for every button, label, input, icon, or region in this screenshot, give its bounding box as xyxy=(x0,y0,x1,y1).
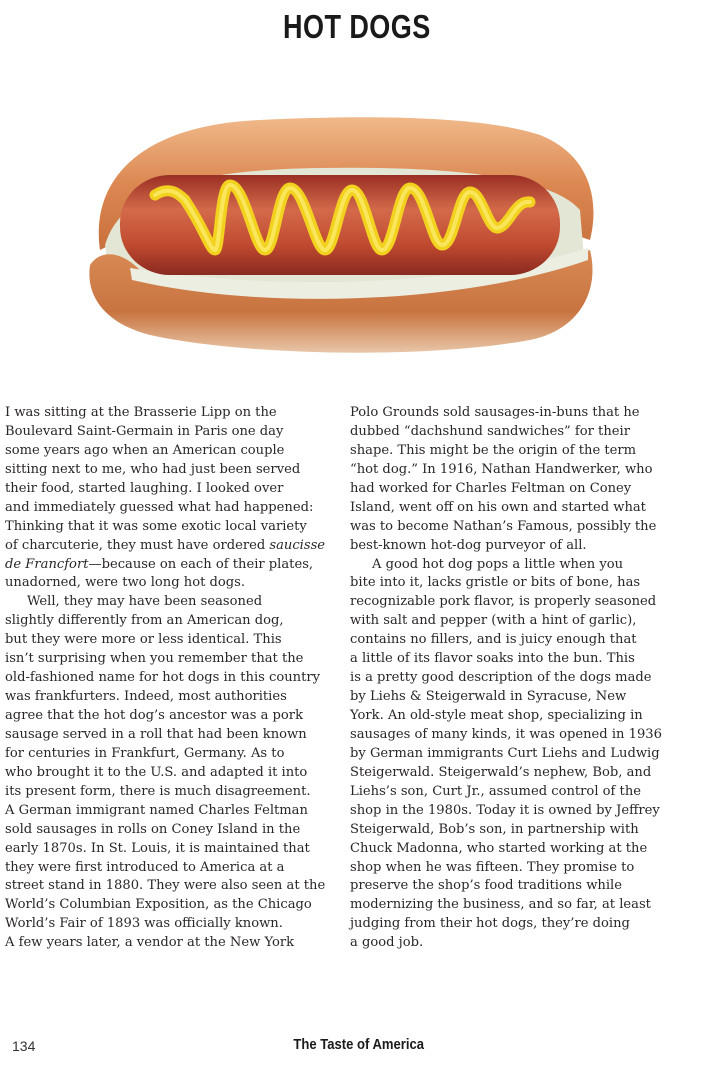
running-footer-book-title: The Taste of America xyxy=(293,1037,424,1053)
text-line xyxy=(350,934,715,953)
body-text-right-column xyxy=(350,404,715,953)
text-line xyxy=(350,859,715,878)
text-line xyxy=(5,726,345,745)
line-text: Steigerwald. Steigerwald’s nephew, Bob, and xyxy=(350,764,652,780)
line-text: sausage served in a roll that had been known xyxy=(5,726,307,742)
page-title: HOT DOGS xyxy=(283,8,431,45)
text-line xyxy=(5,631,345,650)
line-text: slightly differently from an American dog, xyxy=(5,613,284,629)
line-text: recognizable pork flavor, is properly seasoned xyxy=(350,594,657,610)
text-line xyxy=(5,840,345,859)
line-text: a good job. xyxy=(350,935,424,951)
text-line xyxy=(350,877,715,896)
text-line xyxy=(5,537,345,556)
italic-text: saucisse xyxy=(269,537,326,553)
line-text: of charcuterie, they must have ordered xyxy=(5,537,270,553)
text-line xyxy=(5,404,345,423)
hot-dog-illustration xyxy=(60,100,620,360)
line-text: World’s Fair of 1893 was officially known. xyxy=(5,916,283,932)
line-text: with salt and pepper (with a hint of garlic), xyxy=(350,613,637,629)
line-text: some years ago when an American couple xyxy=(5,442,285,458)
line-text: World’s Columbian Exposition, as the Chicago xyxy=(5,897,312,913)
line-text: Polo Grounds sold sausages-in-buns that he xyxy=(350,405,640,420)
text-line xyxy=(350,745,715,764)
text-line xyxy=(350,783,715,802)
line-text: York. An old-style meat shop, specializing in xyxy=(350,708,643,723)
line-text: but they were more or less identical. This xyxy=(5,632,282,648)
text-line xyxy=(5,915,345,934)
text-line xyxy=(5,480,345,499)
text-line xyxy=(350,896,715,915)
text-line xyxy=(5,896,345,915)
line-text: isn’t surprising when you remember that the xyxy=(5,651,304,667)
text-line xyxy=(350,404,715,423)
text-line xyxy=(350,726,715,745)
text-line xyxy=(5,499,345,518)
line-text: old-fashioned name for hot dogs in this country xyxy=(5,670,321,686)
text-line xyxy=(5,764,345,783)
text-line xyxy=(5,877,345,896)
text-line xyxy=(350,915,715,934)
line-text: its present form, there is much disagreement. xyxy=(5,783,311,799)
line-text: was frankfurters. Indeed, most authorities xyxy=(5,689,287,705)
line-text: agree that the hot dog’s ancestor was a pork xyxy=(5,708,303,723)
text-line xyxy=(350,423,715,442)
line-text: I was sitting at the Brasserie Lipp on the xyxy=(5,405,277,420)
text-line xyxy=(5,612,345,631)
text-line xyxy=(350,650,715,669)
line-text: contains no fillers, and is juicy enough that xyxy=(350,632,637,648)
line-text: A few years later, a vendor at the New York xyxy=(5,935,295,951)
line-text: preserve the shop’s food traditions while xyxy=(350,878,622,894)
text-line xyxy=(5,802,345,821)
italic-text: de Francfort xyxy=(5,556,89,572)
text-line xyxy=(350,840,715,859)
text-line xyxy=(350,688,715,707)
line-text: Boulevard Saint-Germain in Paris one day xyxy=(5,423,284,439)
text-line xyxy=(350,764,715,783)
text-line xyxy=(5,934,345,953)
text-line xyxy=(5,574,345,593)
line-text: Chuck Madonna, who started working at the xyxy=(350,840,648,856)
line-text: had worked for Charles Feltman on Coney xyxy=(350,480,632,496)
text-line xyxy=(350,574,715,593)
line-text: by German immigrants Curt Liehs and Ludwig xyxy=(350,745,660,761)
text-line xyxy=(350,480,715,499)
text-line xyxy=(350,537,715,556)
line-text: Well, they may have been seasoned xyxy=(27,594,263,610)
text-line xyxy=(350,442,715,461)
text-line xyxy=(350,669,715,688)
line-text: by Liehs & Steigerwald in Syracuse, New xyxy=(350,689,627,705)
text-line xyxy=(5,423,345,442)
text-line xyxy=(350,556,715,575)
text-line xyxy=(5,688,345,707)
text-line xyxy=(5,518,345,537)
line-text: judging from their hot dogs, they’re doing xyxy=(350,916,630,932)
text-line xyxy=(5,593,345,612)
text-line xyxy=(5,707,345,726)
line-text: shop in the 1980s. Today it is owned by Jeffrey xyxy=(350,802,660,818)
text-line xyxy=(5,859,345,878)
line-text: Thinking that it was some exotic local variety xyxy=(5,518,307,534)
text-line xyxy=(350,499,715,518)
line-text: sold sausages in rolls on Coney Island in the xyxy=(5,821,301,837)
text-line xyxy=(5,669,345,688)
page-number: 134 xyxy=(12,1038,36,1054)
line-text: unadorned, were two long hot dogs. xyxy=(5,575,246,591)
line-text: Steigerwald, Bob’s son, in partnership with xyxy=(350,821,639,837)
line-text: and immediately guessed what had happened: xyxy=(5,499,314,515)
line-text: a little of its flavor soaks into the bun. This xyxy=(350,651,635,667)
text-line xyxy=(350,593,715,612)
line-text: was to become Nathan’s Famous, possibly the xyxy=(350,518,657,534)
text-line xyxy=(5,556,345,575)
line-text: for centuries in Frankfurt, Germany. As to xyxy=(5,745,285,761)
text-line xyxy=(5,821,345,840)
text-line xyxy=(5,461,345,480)
line-text: who brought it to the U.S. and adapted it into xyxy=(5,764,308,780)
line-text: sitting next to me, who had just been served xyxy=(5,461,301,477)
text-line xyxy=(5,783,345,802)
line-text: sausages of many kinds, it was opened in 1936 xyxy=(350,726,662,742)
line-text: street stand in 1880. They were also seen at the xyxy=(5,878,326,894)
line-text: bite into it, lacks gristle or bits of bone, has xyxy=(350,575,641,591)
line-text: A German immigrant named Charles Feltman xyxy=(5,802,308,818)
line-text: shape. This might be the origin of the term xyxy=(350,442,637,458)
line-text: Island, went off on his own and started what xyxy=(350,499,646,515)
line-text: early 1870s. In St. Louis, it is maintained that xyxy=(5,840,310,856)
text-line xyxy=(5,745,345,764)
line-text: “hot dog.” In 1916, Nathan Handwerker, who xyxy=(350,461,653,477)
line-text: dubbed “dachshund sandwiches” for their xyxy=(350,423,630,439)
text-line xyxy=(350,631,715,650)
line-text: they were first introduced to America at a xyxy=(5,859,285,875)
text-line xyxy=(350,821,715,840)
line-text: shop when he was fifteen. They promise to xyxy=(350,859,635,875)
text-line xyxy=(350,461,715,480)
body-text-left-column xyxy=(5,404,345,953)
line-text: A good hot dog pops a little when you xyxy=(372,556,624,572)
line-text: best-known hot-dog purveyor of all. xyxy=(350,537,587,553)
text-line xyxy=(350,802,715,821)
text-line xyxy=(5,650,345,669)
text-line xyxy=(350,518,715,537)
text-line xyxy=(350,612,715,631)
line-text: Liehs’s son, Curt Jr., assumed control of the xyxy=(350,783,642,799)
line-text: modernizing the business, and so far, at least xyxy=(350,897,651,913)
text-line xyxy=(5,442,345,461)
line-text: is a pretty good description of the dogs made xyxy=(350,670,652,686)
line-text: their food, started laughing. I looked over xyxy=(5,480,284,496)
text-line xyxy=(350,707,715,726)
line-text: —because on each of their plates, xyxy=(88,556,314,572)
